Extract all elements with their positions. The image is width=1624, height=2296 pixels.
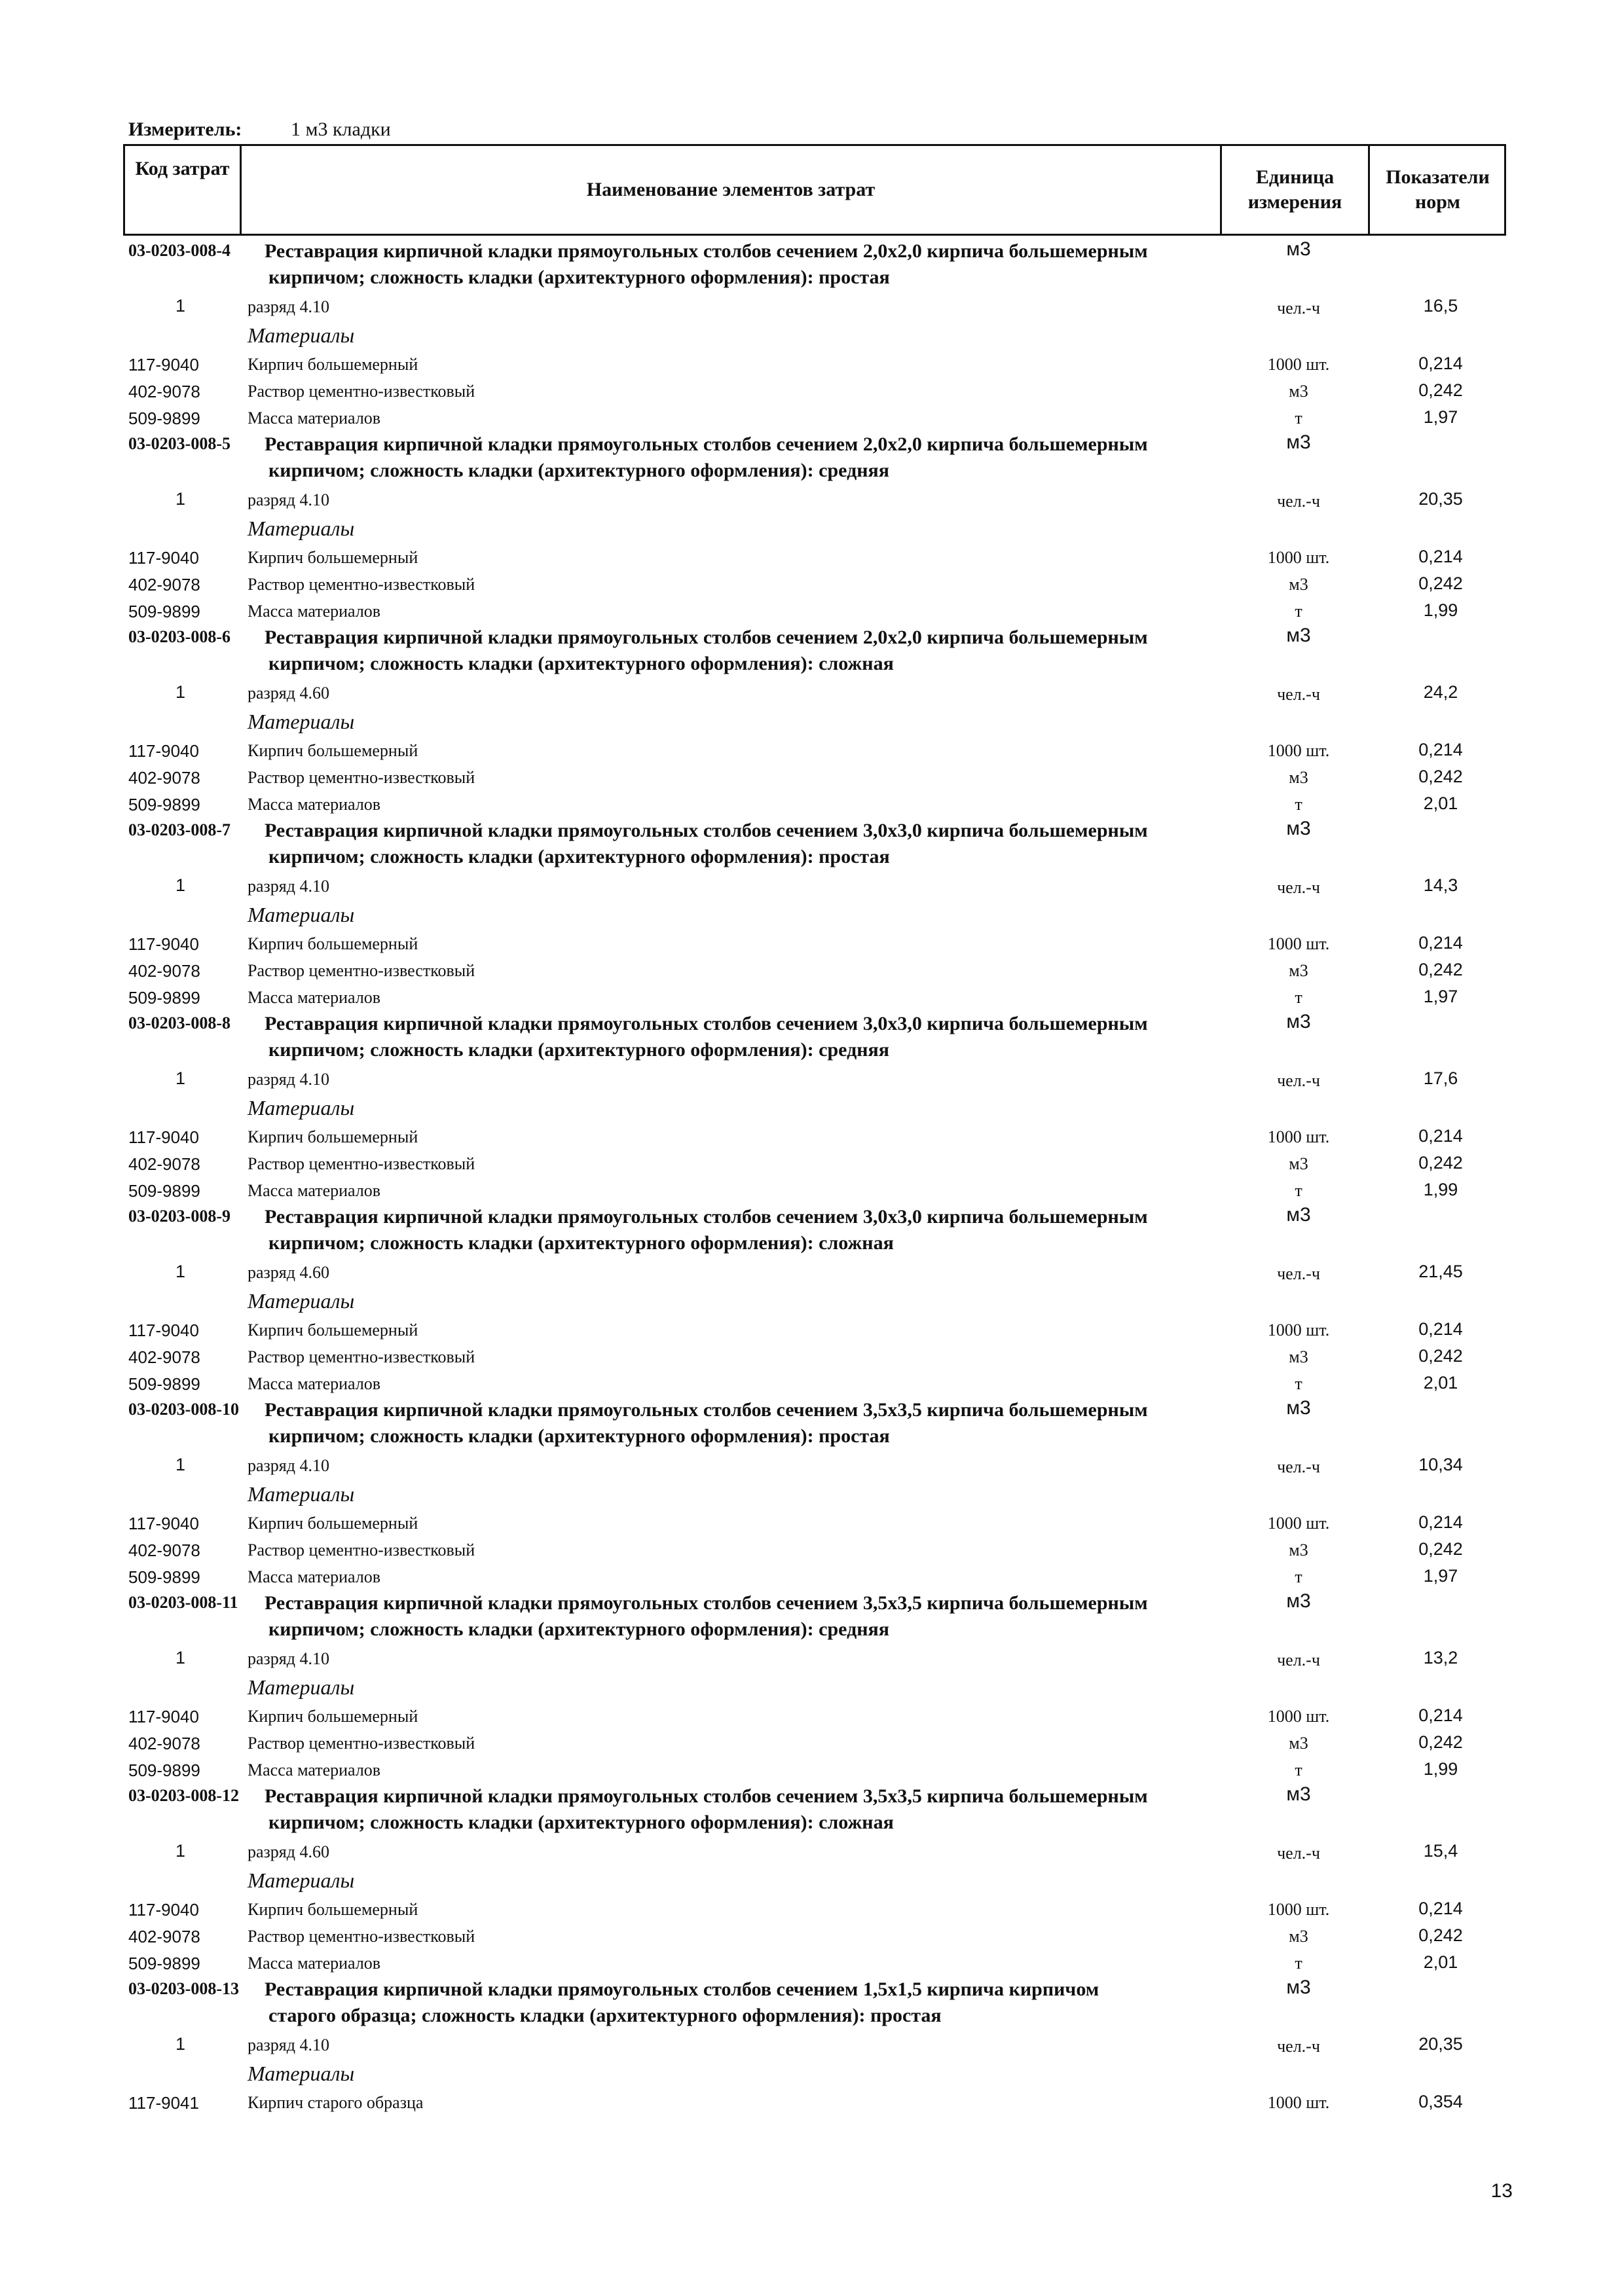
- material-row: [0, 764, 1624, 791]
- material-unit: т: [1295, 1954, 1302, 1973]
- material-code: 402-9078: [128, 768, 200, 788]
- norm-title-line1: Реставрация кирпичной кладки прямоугольных столбов сечением 2,0х2,0 кирпича большемерным: [265, 627, 1148, 648]
- labor-value: 13,2: [1423, 1648, 1458, 1667]
- norm-title-line1: Реставрация кирпичной кладки прямоугольных столбов сечением 2,0х2,0 кирпича большемерным: [265, 433, 1148, 455]
- labor-value: 15,4: [1423, 1841, 1458, 1861]
- material-value: 0,242: [1418, 574, 1463, 593]
- material-code: 117-9041: [128, 2093, 199, 2113]
- norm-title-line2: кирпичом; сложность кладки (архитектурного оформления): сложная: [268, 1232, 894, 1254]
- material-unit: 1000 шт.: [1267, 548, 1330, 567]
- labor-code: 1: [175, 875, 186, 895]
- labor-rank: разряд 4.60: [248, 1263, 329, 1282]
- norm-code: 03-0203-008-10: [128, 1400, 239, 1419]
- material-unit: 1000 шт.: [1267, 741, 1330, 760]
- material-row: [0, 1563, 1624, 1590]
- norm-title: [265, 625, 1234, 677]
- norm-heading-row: [0, 1397, 1624, 1452]
- labor-rank: разряд 4.10: [248, 2035, 329, 2054]
- norm-heading-row: [0, 1204, 1624, 1259]
- material-unit: 1000 шт.: [1267, 1127, 1330, 1146]
- material-value: 1,99: [1423, 1759, 1458, 1779]
- labor-value: 21,45: [1418, 1262, 1463, 1281]
- material-unit: т: [1295, 795, 1302, 814]
- material-value: 2,01: [1423, 793, 1458, 813]
- material-row: [0, 1317, 1624, 1343]
- material-value: 0,214: [1418, 547, 1463, 566]
- material-value: 0,214: [1418, 354, 1463, 373]
- material-unit: м3: [1289, 768, 1308, 787]
- norm-title-line1: Реставрация кирпичной кладки прямоугольных столбов сечением 3,0х3,0 кирпича большемерным: [265, 1206, 1148, 1228]
- table-body: [0, 238, 1624, 2116]
- norm-code: 03-0203-008-5: [128, 434, 231, 453]
- labor-rank: разряд 4.10: [248, 490, 329, 509]
- labor-code: 1: [175, 296, 186, 316]
- material-name: Кирпич большемерный: [248, 741, 418, 760]
- material-code: 117-9040: [128, 1900, 199, 1920]
- material-code: 509-9899: [128, 1954, 200, 1973]
- norm-heading-row: [0, 431, 1624, 486]
- material-unit: м3: [1289, 1347, 1308, 1366]
- norm-title-line1: Реставрация кирпичной кладки прямоугольных столбов сечением 3,5х3,5 кирпича большемерным: [265, 1399, 1148, 1421]
- material-code: 402-9078: [128, 1540, 200, 1560]
- materials-heading-row: [0, 515, 1624, 544]
- norm-unit: м3: [1286, 1397, 1311, 1419]
- material-name: Раствор цементно-известковый: [248, 382, 475, 401]
- labor-unit: чел.-ч: [1277, 1071, 1320, 1090]
- norm-title: [265, 1011, 1234, 1063]
- material-row: [0, 1150, 1624, 1177]
- material-unit: м3: [1289, 961, 1308, 980]
- materials-heading-row: [0, 322, 1624, 351]
- labor-unit: чел.-ч: [1277, 1264, 1320, 1283]
- labor-value: 20,35: [1418, 2034, 1463, 2054]
- norm-title: [265, 431, 1234, 484]
- labor-rank: разряд 4.10: [248, 297, 329, 316]
- material-name: Масса материалов: [248, 795, 381, 814]
- material-name: Кирпич большемерный: [248, 1321, 418, 1339]
- meter-value: 1 м3 кладки: [291, 118, 391, 140]
- norm-heading-row: [0, 818, 1624, 873]
- norm-title-line2: кирпичом; сложность кладки (архитектурного оформления): простая: [268, 266, 890, 288]
- material-unit: м3: [1289, 1540, 1308, 1559]
- material-name: Раствор цементно-известковый: [248, 1347, 475, 1366]
- material-value: 1,97: [1423, 407, 1458, 427]
- material-row: [0, 1537, 1624, 1563]
- material-name: Раствор цементно-известковый: [248, 1734, 475, 1753]
- materials-heading-row: [0, 1867, 1624, 1896]
- material-unit: м3: [1289, 382, 1308, 401]
- material-code: 509-9899: [128, 602, 200, 621]
- material-name: Масса материалов: [248, 1760, 381, 1779]
- materials-heading-row: [0, 1481, 1624, 1510]
- material-name: Масса материалов: [248, 409, 381, 428]
- norm-unit: м3: [1286, 238, 1311, 260]
- materials-heading: Материалы: [248, 1868, 355, 1892]
- material-value: 0,214: [1418, 1319, 1463, 1339]
- material-code: 509-9899: [128, 795, 200, 814]
- material-unit: т: [1295, 988, 1302, 1007]
- materials-heading: Материалы: [248, 1096, 355, 1120]
- material-row: [0, 378, 1624, 405]
- norm-code: 03-0203-008-9: [128, 1207, 231, 1226]
- material-name: Раствор цементно-известковый: [248, 961, 475, 980]
- labor-code: 1: [175, 682, 186, 702]
- material-unit: т: [1295, 602, 1302, 621]
- labor-rank: разряд 4.10: [248, 1070, 329, 1089]
- material-value: 1,99: [1423, 600, 1458, 620]
- material-name: Кирпич большемерный: [248, 1707, 418, 1726]
- labor-row: [0, 1066, 1624, 1095]
- labor-row: [0, 2032, 1624, 2060]
- material-row: [0, 405, 1624, 431]
- material-row: [0, 1370, 1624, 1397]
- material-row: [0, 1896, 1624, 1923]
- material-code: 402-9078: [128, 575, 200, 594]
- norm-unit: м3: [1286, 818, 1311, 839]
- norm-title-line2: кирпичом; сложность кладки (архитектурного оформления): сложная: [268, 1812, 894, 1833]
- norm-title-line1: Реставрация кирпичной кладки прямоугольных столбов сечением 3,5х3,5 кирпича большемерным: [265, 1592, 1148, 1614]
- labor-row: [0, 1838, 1624, 1867]
- material-row: [0, 1950, 1624, 1977]
- norm-code: 03-0203-008-12: [128, 1786, 239, 1805]
- materials-heading-row: [0, 708, 1624, 737]
- material-row: [0, 1177, 1624, 1204]
- material-unit: т: [1295, 1374, 1302, 1393]
- material-name: Масса материалов: [248, 988, 381, 1007]
- labor-unit: чел.-ч: [1277, 1650, 1320, 1669]
- material-name: Масса материалов: [248, 1181, 381, 1200]
- materials-heading: Материалы: [248, 323, 355, 347]
- norm-heading-row: [0, 1011, 1624, 1066]
- material-value: 1,97: [1423, 987, 1458, 1006]
- material-unit: м3: [1289, 575, 1308, 594]
- norm-title-line2: старого образца; сложность кладки (архитектурного оформления): простая: [268, 2005, 942, 2026]
- norm-title-line1: Реставрация кирпичной кладки прямоугольных столбов сечением 3,0х3,0 кирпича большемерным: [265, 1013, 1148, 1034]
- material-value: 0,242: [1418, 1346, 1463, 1366]
- norm-title: [265, 1590, 1234, 1643]
- norm-unit: м3: [1286, 625, 1311, 646]
- labor-row: [0, 680, 1624, 708]
- material-code: 402-9078: [128, 961, 200, 981]
- header-unit: [1220, 146, 1368, 234]
- material-value: 0,214: [1418, 1899, 1463, 1918]
- materials-heading: Материалы: [248, 710, 355, 733]
- norm-heading-row: [0, 1783, 1624, 1838]
- header-unit-line2: измерения: [1247, 191, 1342, 213]
- norm-unit: м3: [1286, 1590, 1311, 1612]
- material-value: 2,01: [1423, 1952, 1458, 1972]
- labor-rank: разряд 4.60: [248, 1842, 329, 1861]
- meter-line: [128, 115, 521, 144]
- labor-value: 14,3: [1423, 875, 1458, 895]
- norm-unit: м3: [1286, 1977, 1311, 1998]
- table-header: [123, 144, 1506, 236]
- material-name: Масса материалов: [248, 602, 381, 621]
- material-value: 0,242: [1418, 1925, 1463, 1945]
- material-code: 117-9040: [128, 1321, 199, 1340]
- labor-row: [0, 1259, 1624, 1288]
- material-value: 0,214: [1418, 740, 1463, 759]
- material-value: 0,242: [1418, 767, 1463, 786]
- norm-title: [265, 1204, 1234, 1256]
- material-row: [0, 1757, 1624, 1783]
- norm-title-line2: кирпичом; сложность кладки (архитектурного оформления): средняя: [268, 460, 889, 481]
- material-row: [0, 351, 1624, 378]
- norm-heading-row: [0, 1590, 1624, 1645]
- material-row: [0, 791, 1624, 818]
- norm-title-line2: кирпичом; сложность кладки (архитектурного оформления): простая: [268, 846, 890, 867]
- material-code: 402-9078: [128, 382, 200, 401]
- norm-code: 03-0203-008-13: [128, 1979, 239, 1998]
- material-unit: 1000 шт.: [1267, 1514, 1330, 1533]
- norm-title: [265, 818, 1234, 870]
- norm-code: 03-0203-008-7: [128, 820, 231, 839]
- material-code: 402-9078: [128, 1734, 200, 1753]
- labor-row: [0, 873, 1624, 902]
- material-code: 509-9899: [128, 988, 200, 1008]
- norm-title-line2: кирпичом; сложность кладки (архитектурного оформления): средняя: [268, 1618, 889, 1640]
- norm-title-line1: Реставрация кирпичной кладки прямоугольных столбов сечением 3,5х3,5 кирпича большемерным: [265, 1785, 1148, 1807]
- norm-code: 03-0203-008-8: [128, 1013, 231, 1032]
- materials-heading: Материалы: [248, 1482, 355, 1506]
- labor-value: 17,6: [1423, 1068, 1458, 1088]
- labor-code: 1: [175, 1841, 186, 1861]
- header-norm: [1368, 146, 1505, 234]
- material-row: [0, 737, 1624, 764]
- norm-unit: м3: [1286, 1204, 1311, 1226]
- material-row: [0, 1923, 1624, 1950]
- material-code: 402-9078: [128, 1347, 200, 1367]
- material-value: 0,242: [1418, 960, 1463, 979]
- labor-unit: чел.-ч: [1277, 2037, 1320, 2056]
- norm-code: 03-0203-008-6: [128, 627, 231, 646]
- material-row: [0, 957, 1624, 984]
- norm-title: [265, 1397, 1234, 1449]
- material-code: 117-9040: [128, 355, 199, 374]
- norm-title-line2: кирпичом; сложность кладки (архитектурного оформления): сложная: [268, 653, 894, 674]
- norm-title-line1: Реставрация кирпичной кладки прямоугольных столбов сечением 2,0х2,0 кирпича большемерным: [265, 240, 1148, 262]
- labor-code: 1: [175, 489, 186, 509]
- norm-unit: м3: [1286, 431, 1311, 453]
- materials-heading: Материалы: [248, 903, 355, 926]
- material-unit: 1000 шт.: [1267, 1321, 1330, 1339]
- material-name: Кирпич большемерный: [248, 934, 418, 953]
- header-norm-line2: норм: [1415, 191, 1460, 213]
- header-name: Наименование элементов затрат: [586, 179, 876, 200]
- material-name: Раствор цементно-известковый: [248, 1927, 475, 1946]
- material-code: 402-9078: [128, 1927, 200, 1946]
- labor-unit: чел.-ч: [1277, 1457, 1320, 1476]
- material-value: 0,214: [1418, 933, 1463, 953]
- materials-heading-row: [0, 1674, 1624, 1703]
- material-unit: т: [1295, 409, 1302, 428]
- labor-unit: чел.-ч: [1277, 299, 1320, 318]
- material-name: Кирпич большемерный: [248, 355, 418, 374]
- material-value: 1,97: [1423, 1566, 1458, 1586]
- labor-unit: чел.-ч: [1277, 492, 1320, 511]
- labor-code: 1: [175, 1455, 186, 1474]
- norm-title: [265, 1783, 1234, 1836]
- material-code: 402-9078: [128, 1154, 200, 1174]
- material-name: Кирпич большемерный: [248, 1900, 418, 1919]
- norm-heading-row: [0, 1977, 1624, 2032]
- material-row: [0, 598, 1624, 625]
- material-row: [0, 571, 1624, 598]
- material-name: Кирпич старого образца: [248, 2093, 424, 2112]
- materials-heading-row: [0, 2060, 1624, 2089]
- material-row: [0, 1343, 1624, 1370]
- header-code: Код затрат: [125, 146, 242, 234]
- material-code: 117-9040: [128, 934, 199, 954]
- material-unit: т: [1295, 1567, 1302, 1586]
- norm-code: 03-0203-008-11: [128, 1593, 238, 1612]
- material-row: [0, 1730, 1624, 1757]
- labor-rank: разряд 4.10: [248, 1649, 329, 1668]
- material-name: Масса материалов: [248, 1374, 381, 1393]
- labor-row: [0, 1452, 1624, 1481]
- material-name: Раствор цементно-известковый: [248, 1154, 475, 1173]
- material-unit: 1000 шт.: [1267, 1900, 1330, 1919]
- material-name: Кирпич большемерный: [248, 1514, 418, 1533]
- labor-code: 1: [175, 1648, 186, 1667]
- materials-heading: Материалы: [248, 2062, 355, 2085]
- material-value: 0,242: [1418, 1539, 1463, 1559]
- norm-title-line1: Реставрация кирпичной кладки прямоугольных столбов сечением 3,0х3,0 кирпича большемерным: [265, 820, 1148, 841]
- material-code: 117-9040: [128, 1514, 199, 1533]
- labor-code: 1: [175, 2034, 186, 2054]
- material-unit: 1000 шт.: [1267, 2093, 1330, 2112]
- labor-row: [0, 486, 1624, 515]
- material-name: Раствор цементно-известковый: [248, 1540, 475, 1559]
- material-name: Кирпич большемерный: [248, 1127, 418, 1146]
- norm-title: [265, 238, 1234, 291]
- labor-row: [0, 1645, 1624, 1674]
- norm-title-line2: кирпичом; сложность кладки (архитектурного оформления): простая: [268, 1425, 890, 1447]
- material-name: Масса материалов: [248, 1567, 381, 1586]
- labor-row: [0, 293, 1624, 322]
- material-value: 0,242: [1418, 1732, 1463, 1752]
- material-value: 0,354: [1418, 2092, 1463, 2111]
- material-unit: 1000 шт.: [1267, 355, 1330, 374]
- material-value: 0,214: [1418, 1705, 1463, 1725]
- norm-code: 03-0203-008-4: [128, 241, 231, 260]
- labor-rank: разряд 4.60: [248, 683, 329, 702]
- material-code: 509-9899: [128, 1760, 200, 1780]
- material-value: 0,214: [1418, 1126, 1463, 1146]
- material-value: 1,99: [1423, 1180, 1458, 1199]
- labor-unit: чел.-ч: [1277, 878, 1320, 897]
- materials-heading-row: [0, 1288, 1624, 1317]
- material-name: Раствор цементно-известковый: [248, 768, 475, 787]
- norm-title-line1: Реставрация кирпичной кладки прямоугольных столбов сечением 1,5х1,5 кирпича кирпичом: [265, 1978, 1099, 2000]
- norm-unit: м3: [1286, 1783, 1311, 1805]
- material-unit: 1000 шт.: [1267, 934, 1330, 953]
- material-row: [0, 2089, 1624, 2116]
- material-name: Масса материалов: [248, 1954, 381, 1973]
- material-unit: т: [1295, 1181, 1302, 1200]
- norm-title-line2: кирпичом; сложность кладки (архитектурного оформления): средняя: [268, 1039, 889, 1061]
- material-code: 117-9040: [128, 548, 199, 568]
- meter-label: Измеритель:: [128, 118, 242, 140]
- material-code: 509-9899: [128, 1181, 200, 1201]
- norm-title: [265, 1977, 1234, 2029]
- page-number: 13: [1490, 2180, 1513, 2202]
- labor-value: 16,5: [1423, 296, 1458, 316]
- material-row: [0, 1510, 1624, 1537]
- material-unit: 1000 шт.: [1267, 1707, 1330, 1726]
- material-value: 0,242: [1418, 380, 1463, 400]
- labor-unit: чел.-ч: [1277, 1844, 1320, 1863]
- material-unit: м3: [1289, 1927, 1308, 1946]
- material-value: 0,242: [1418, 1153, 1463, 1173]
- material-row: [0, 1123, 1624, 1150]
- materials-heading: Материалы: [248, 517, 355, 540]
- materials-heading: Материалы: [248, 1289, 355, 1313]
- labor-code: 1: [175, 1262, 186, 1281]
- material-code: 509-9899: [128, 1374, 200, 1394]
- material-code: 117-9040: [128, 741, 199, 761]
- norm-heading-row: [0, 238, 1624, 293]
- material-code: 509-9899: [128, 409, 200, 428]
- labor-rank: разряд 4.10: [248, 1456, 329, 1475]
- material-unit: т: [1295, 1760, 1302, 1779]
- material-unit: м3: [1289, 1734, 1308, 1753]
- material-unit: м3: [1289, 1154, 1308, 1173]
- material-value: 0,214: [1418, 1512, 1463, 1532]
- norm-heading-row: [0, 625, 1624, 680]
- material-code: 509-9899: [128, 1567, 200, 1587]
- material-name: Раствор цементно-известковый: [248, 575, 475, 594]
- material-row: [0, 544, 1624, 571]
- material-name: Кирпич большемерный: [248, 548, 418, 567]
- labor-value: 20,35: [1418, 489, 1463, 509]
- materials-heading: Материалы: [248, 1675, 355, 1699]
- material-value: 2,01: [1423, 1373, 1458, 1393]
- header-unit-line1: Единица: [1255, 166, 1335, 188]
- material-row: [0, 984, 1624, 1011]
- norm-unit: м3: [1286, 1011, 1311, 1032]
- labor-code: 1: [175, 1068, 186, 1088]
- material-code: 117-9040: [128, 1707, 199, 1726]
- labor-value: 24,2: [1423, 682, 1458, 702]
- labor-value: 10,34: [1418, 1455, 1463, 1474]
- labor-rank: разряд 4.10: [248, 877, 329, 896]
- material-row: [0, 1703, 1624, 1730]
- header-norm-line1: Показатели: [1386, 166, 1490, 188]
- materials-heading-row: [0, 1095, 1624, 1123]
- labor-unit: чел.-ч: [1277, 685, 1320, 704]
- material-code: 117-9040: [128, 1127, 199, 1147]
- material-row: [0, 930, 1624, 957]
- materials-heading-row: [0, 902, 1624, 930]
